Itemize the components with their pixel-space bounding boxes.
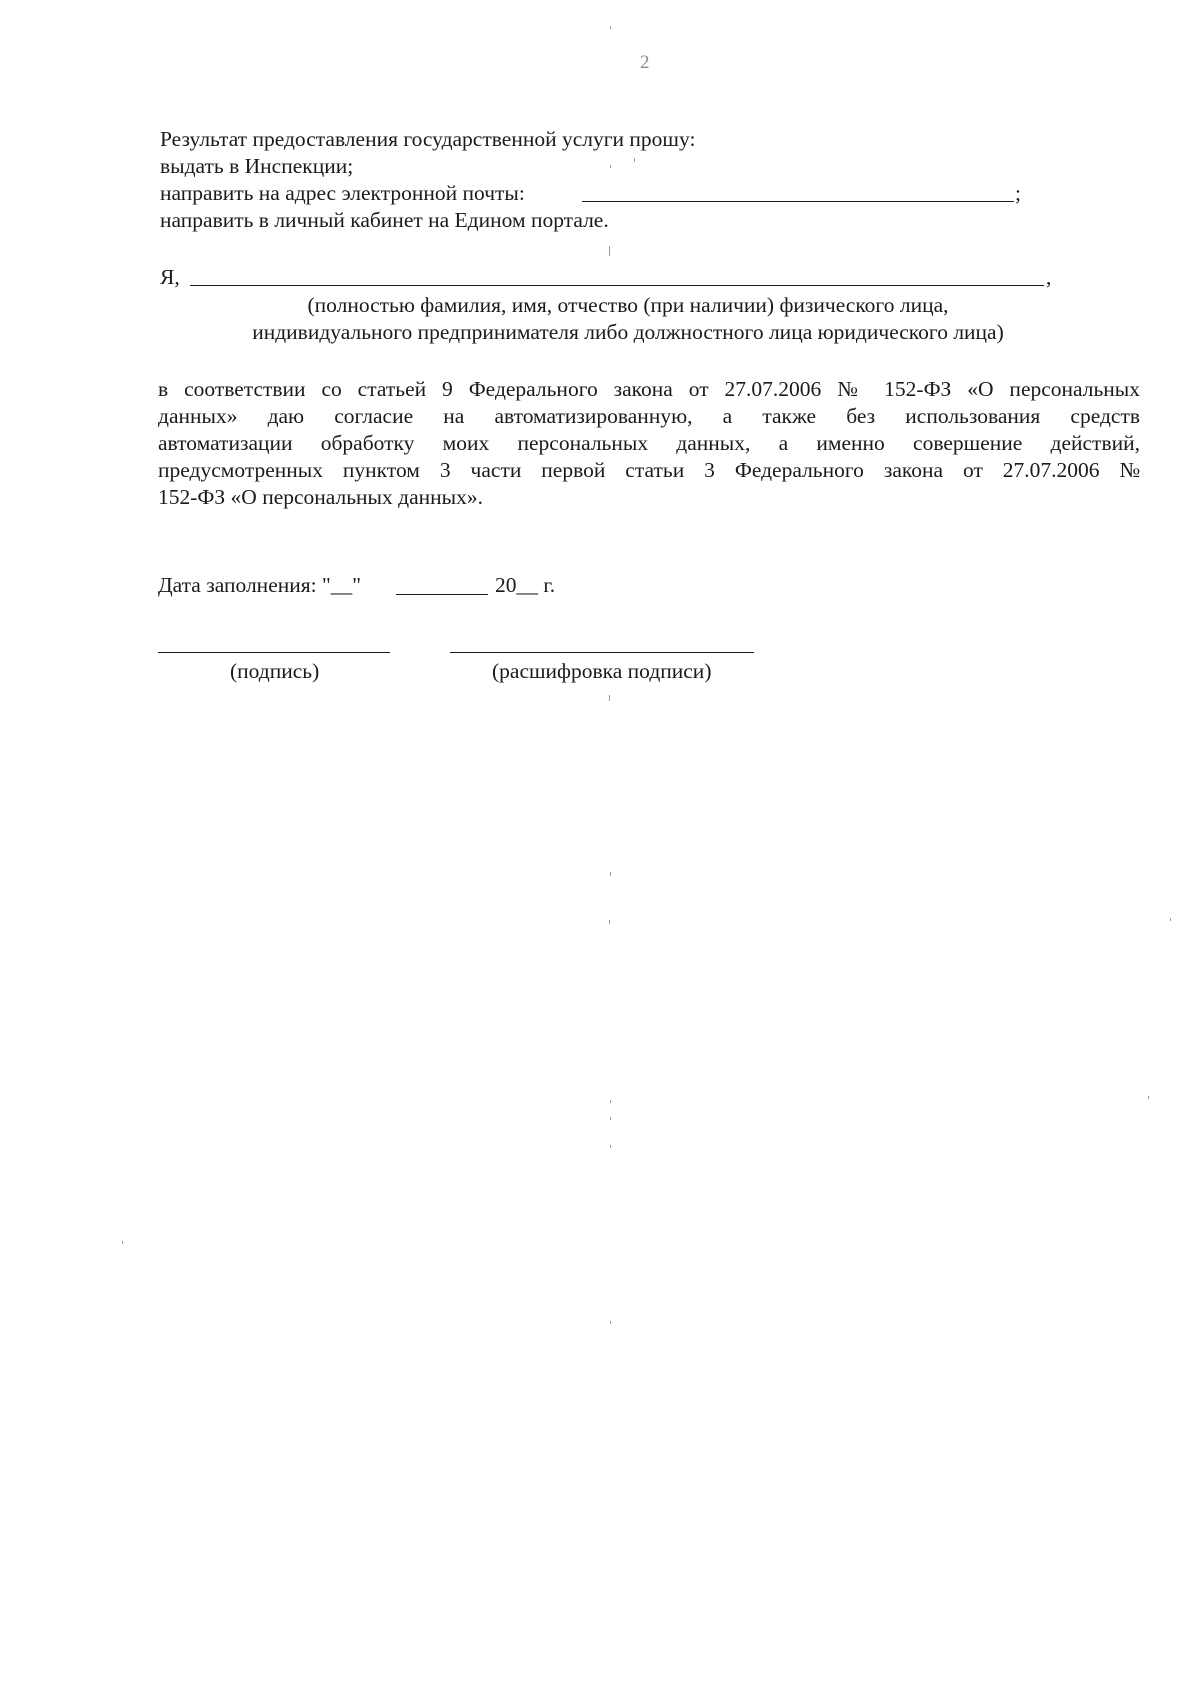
email-blank-line bbox=[582, 201, 1014, 202]
consent-text-line3: автоматизации обработку моих персональных данных, а именно совершение действий, bbox=[158, 431, 1140, 455]
scan-speck bbox=[610, 1100, 611, 1103]
scan-speck bbox=[1148, 1096, 1149, 1099]
result-heading: Результат предоставления государственной услуги прошу: bbox=[160, 127, 696, 151]
page-number: 2 bbox=[640, 52, 650, 73]
signature-line bbox=[158, 652, 390, 653]
scan-speck bbox=[610, 1321, 611, 1324]
scan-speck bbox=[610, 26, 611, 29]
scan-speck bbox=[634, 158, 635, 162]
scan-speck bbox=[610, 1145, 611, 1148]
fill-date-year: 20__ г. bbox=[495, 573, 556, 597]
consent-prefix: Я, bbox=[160, 265, 180, 289]
scan-speck bbox=[610, 1117, 611, 1120]
name-blank-line bbox=[190, 285, 1044, 286]
consent-text-line4: предусмотренных пунктом 3 части первой статьи 3 Федерального закона от 27.07.2006 № bbox=[158, 458, 1140, 482]
signature-transcript-caption: (расшифровка подписи) bbox=[492, 659, 712, 683]
fill-date-label: Дата заполнения: "__" bbox=[158, 573, 362, 597]
consent-text-line5: 152-ФЗ «О персональных данных». bbox=[158, 485, 483, 509]
scan-speck bbox=[609, 246, 610, 256]
option-portal: направить в личный кабинет на Едином портале. bbox=[160, 208, 609, 232]
scan-speck bbox=[1170, 918, 1171, 921]
scan-speck bbox=[610, 165, 611, 168]
scan-speck bbox=[609, 920, 610, 924]
scan-speck bbox=[122, 1241, 123, 1244]
consent-prefix-end: , bbox=[1046, 265, 1052, 289]
name-caption-line2: индивидуального предпринимателя либо должностного лица юридического лица) bbox=[252, 320, 1004, 344]
signature-caption: (подпись) bbox=[230, 659, 320, 683]
option-email: направить на адрес электронной почты: bbox=[160, 181, 525, 205]
scan-speck bbox=[609, 695, 610, 701]
consent-text-line2: данных» даю согласие на автоматизированную, а также без использования средств bbox=[158, 404, 1140, 428]
name-caption-line1: (полностью фамилия, имя, отчество (при наличии) физического лица, bbox=[307, 293, 949, 317]
fill-date-month-line bbox=[396, 594, 488, 595]
option-email-end: ; bbox=[1015, 181, 1021, 205]
option-inspection: выдать в Инспекции; bbox=[160, 154, 354, 178]
consent-text-line1: в соответствии со статьей 9 Федерального закона от 27.07.2006 № 152-ФЗ «О персональных bbox=[158, 377, 1140, 401]
scan-speck bbox=[610, 872, 611, 876]
signature-transcript-line bbox=[450, 652, 754, 653]
